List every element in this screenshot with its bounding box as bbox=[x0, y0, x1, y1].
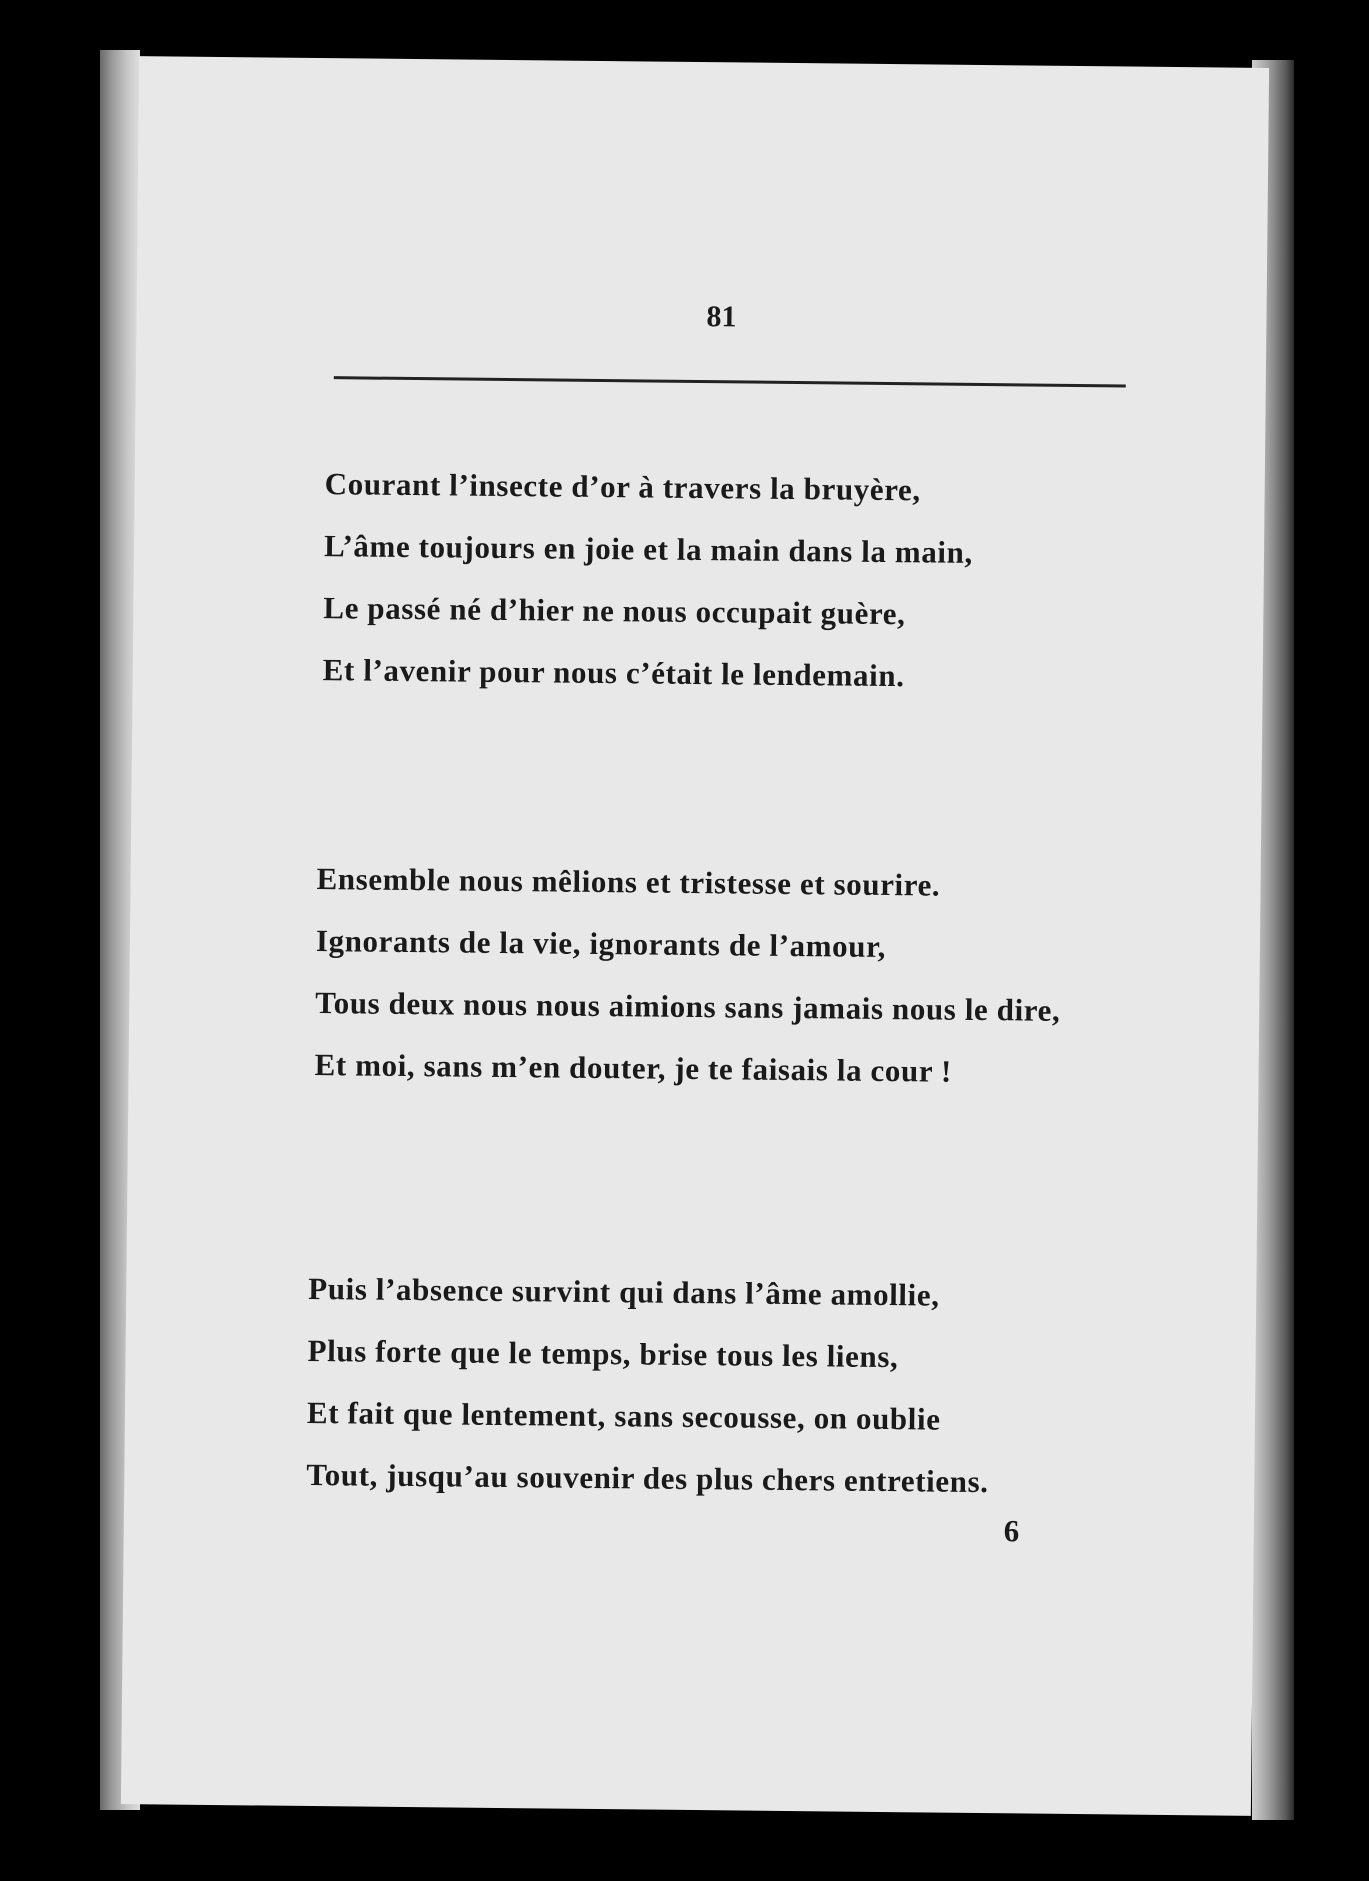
verse-line: Ensemble nous mêlions et tristesse et sourire. bbox=[316, 861, 941, 903]
verse-line: Et l’avenir pour nous c’était le lendemain. bbox=[322, 652, 905, 694]
page-number: 81 bbox=[706, 300, 737, 334]
verse-line: Le passé né d’hier ne nous occupait guère, bbox=[323, 590, 906, 632]
verse-line: Tous deux nous nous aimions sans jamais nous le dire, bbox=[315, 985, 1061, 1028]
verse-line: Courant l’insecte d’or à travers la bruyère, bbox=[324, 466, 921, 508]
stanza-2 bbox=[314, 848, 1062, 1104]
page-sheet bbox=[121, 56, 1269, 1816]
signature-mark: 6 bbox=[1003, 1513, 1020, 1549]
verse-line: Et moi, sans m’en douter, je te faisais la cour ! bbox=[314, 1047, 953, 1089]
verse-line: Tout, jusqu’au souvenir des plus chers entretiens. bbox=[306, 1456, 989, 1500]
verse-line: Plus forte que le temps, brise tous les liens, bbox=[307, 1332, 899, 1375]
verse-line: Puis l’absence survint qui dans l’âme amollie, bbox=[308, 1270, 940, 1313]
verse-line: Et fait que lentement, sans secousse, on oublie bbox=[306, 1394, 941, 1437]
stanza-1 bbox=[322, 453, 973, 708]
header-rule bbox=[334, 376, 1126, 387]
verse-line: L’âme toujours en joie et la main dans la main, bbox=[323, 528, 974, 570]
stanza-3 bbox=[306, 1258, 991, 1513]
verse-line: Ignorants de la vie, ignorants de l’amour, bbox=[315, 923, 887, 964]
